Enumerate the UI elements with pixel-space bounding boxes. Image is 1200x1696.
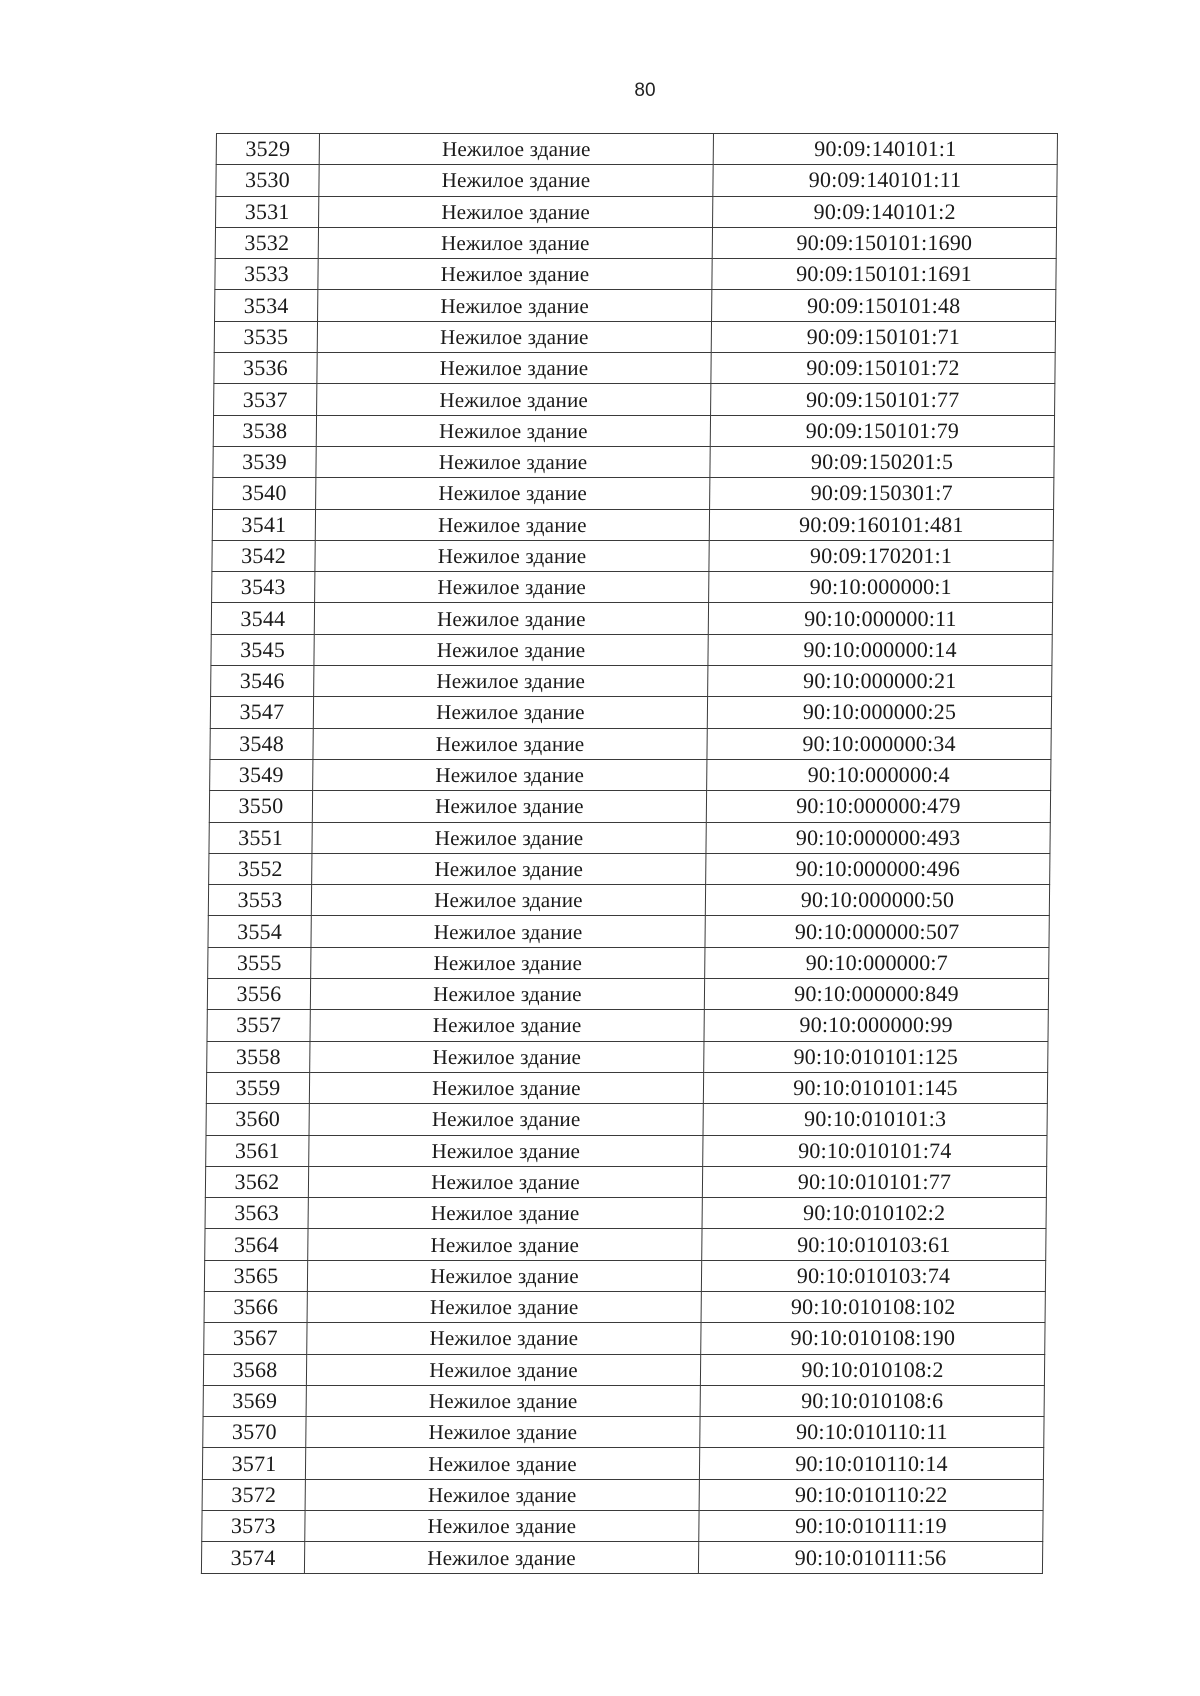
row-number-cell: 3566 xyxy=(204,1291,307,1322)
cadastral-number-cell: 90:10:000000:7 xyxy=(705,947,1049,978)
object-type-cell: Нежилое здание xyxy=(310,1010,704,1041)
row-number-cell: 3558 xyxy=(207,1041,310,1072)
cadastral-number-cell: 90:10:000000:11 xyxy=(708,603,1052,634)
table-row xyxy=(202,1511,1043,1542)
object-type-cell: Нежилое здание xyxy=(314,634,708,665)
object-type-cell: Нежилое здание xyxy=(307,1260,701,1291)
cadastral-number-cell: 90:09:150201:5 xyxy=(710,446,1054,477)
row-number-cell: 3548 xyxy=(210,728,313,759)
object-type-cell: Нежилое здание xyxy=(306,1417,700,1448)
cadastral-number-cell: 90:10:010103:61 xyxy=(702,1229,1046,1260)
object-type-cell: Нежилое здание xyxy=(308,1229,702,1260)
object-type-cell: Нежилое здание xyxy=(317,321,711,352)
table-row xyxy=(204,1291,1045,1322)
table-row xyxy=(203,1417,1044,1448)
table-row xyxy=(207,979,1048,1010)
table-row xyxy=(202,1448,1043,1479)
table-row xyxy=(210,759,1051,790)
row-number-cell: 3571 xyxy=(202,1448,305,1479)
object-type-cell: Нежилое здание xyxy=(315,572,709,603)
table-row xyxy=(211,666,1052,697)
row-number-cell: 3561 xyxy=(206,1135,309,1166)
cadastral-number-cell: 90:10:010108:102 xyxy=(701,1291,1045,1322)
row-number-cell: 3533 xyxy=(215,259,318,290)
table-row xyxy=(203,1354,1044,1385)
cadastral-number-cell: 90:10:010108:190 xyxy=(701,1323,1045,1354)
cadastral-number-cell: 90:09:150101:1690 xyxy=(712,227,1056,258)
cadastral-number-cell: 90:10:010102:2 xyxy=(702,1198,1046,1229)
row-number-cell: 3541 xyxy=(212,509,315,540)
row-number-cell: 3565 xyxy=(204,1260,307,1291)
row-number-cell: 3550 xyxy=(209,791,312,822)
row-number-cell: 3574 xyxy=(201,1542,304,1573)
table-row xyxy=(209,822,1050,853)
table-row xyxy=(210,728,1051,759)
table-row xyxy=(213,478,1054,509)
row-number-cell: 3560 xyxy=(206,1104,309,1135)
cadastral-number-cell: 90:10:000000:507 xyxy=(705,916,1049,947)
object-type-cell: Нежилое здание xyxy=(318,227,712,258)
cadastral-number-cell: 90:10:000000:479 xyxy=(706,791,1050,822)
row-number-cell: 3544 xyxy=(211,603,314,634)
table-row xyxy=(205,1229,1046,1260)
table-row xyxy=(214,353,1055,384)
table-row xyxy=(213,446,1054,477)
table-row xyxy=(216,165,1057,196)
object-type-cell: Нежилое здание xyxy=(308,1166,702,1197)
table-row xyxy=(212,540,1053,571)
object-type-cell: Нежилое здание xyxy=(317,353,711,384)
object-type-cell: Нежилое здание xyxy=(309,1072,703,1103)
object-type-cell: Нежилое здание xyxy=(312,853,706,884)
object-type-cell: Нежилое здание xyxy=(318,259,712,290)
row-number-cell: 3557 xyxy=(207,1010,310,1041)
table-row xyxy=(205,1166,1046,1197)
cadastral-number-cell: 90:10:010111:56 xyxy=(698,1542,1042,1573)
property-table xyxy=(201,133,1058,1574)
cadastral-number-cell: 90:09:140101:1 xyxy=(713,134,1057,165)
row-number-cell: 3553 xyxy=(208,885,311,916)
cadastral-number-cell: 90:10:000000:496 xyxy=(706,853,1050,884)
table-row xyxy=(215,227,1056,258)
table-row xyxy=(208,947,1049,978)
row-number-cell: 3538 xyxy=(213,415,316,446)
object-type-cell: Нежилое здание xyxy=(313,759,707,790)
table-row xyxy=(214,384,1055,415)
row-number-cell: 3556 xyxy=(207,979,310,1010)
object-type-cell: Нежилое здание xyxy=(305,1511,699,1542)
cadastral-number-cell: 90:10:000000:1 xyxy=(709,572,1053,603)
table-row xyxy=(209,853,1050,884)
object-type-cell: Нежилое здание xyxy=(313,697,707,728)
cadastral-number-cell: 90:10:000000:34 xyxy=(707,728,1051,759)
object-type-cell: Нежилое здание xyxy=(319,196,713,227)
object-type-cell: Нежилое здание xyxy=(313,728,707,759)
cadastral-number-cell: 90:10:010110:11 xyxy=(700,1417,1044,1448)
object-type-cell: Нежилое здание xyxy=(316,478,710,509)
row-number-cell: 3537 xyxy=(214,384,317,415)
object-type-cell: Нежилое здание xyxy=(307,1291,701,1322)
cadastral-number-cell: 90:10:000000:21 xyxy=(708,666,1052,697)
cadastral-number-cell: 90:10:000000:14 xyxy=(708,634,1052,665)
object-type-cell: Нежилое здание xyxy=(319,165,713,196)
table-row xyxy=(215,290,1056,321)
cadastral-number-cell: 90:10:000000:4 xyxy=(707,759,1051,790)
table-row xyxy=(211,634,1052,665)
row-number-cell: 3569 xyxy=(203,1385,306,1416)
cadastral-number-cell: 90:10:010101:125 xyxy=(704,1041,1048,1072)
row-number-cell: 3563 xyxy=(205,1198,308,1229)
cadastral-number-cell: 90:10:000000:493 xyxy=(706,822,1050,853)
table-row xyxy=(209,791,1050,822)
table-row xyxy=(210,697,1051,728)
table-row xyxy=(206,1135,1047,1166)
row-number-cell: 3555 xyxy=(208,947,311,978)
row-number-cell: 3530 xyxy=(216,165,319,196)
cadastral-number-cell: 90:10:010101:74 xyxy=(703,1135,1047,1166)
cadastral-number-cell: 90:09:150301:7 xyxy=(710,478,1054,509)
row-number-cell: 3572 xyxy=(202,1479,305,1510)
cadastral-number-cell: 90:10:000000:25 xyxy=(707,697,1051,728)
object-type-cell: Нежилое здание xyxy=(314,666,708,697)
table-row xyxy=(206,1072,1047,1103)
row-number-cell: 3543 xyxy=(212,572,315,603)
row-number-cell: 3573 xyxy=(202,1511,305,1542)
table-row xyxy=(215,259,1056,290)
object-type-cell: Нежилое здание xyxy=(314,603,708,634)
cadastral-number-cell: 90:09:150101:79 xyxy=(710,415,1054,446)
cadastral-number-cell: 90:09:170201:1 xyxy=(709,540,1053,571)
object-type-cell: Нежилое здание xyxy=(316,415,710,446)
row-number-cell: 3547 xyxy=(210,697,313,728)
table-row xyxy=(201,1542,1042,1573)
row-number-cell: 3554 xyxy=(208,916,311,947)
object-type-cell: Нежилое здание xyxy=(306,1354,700,1385)
row-number-cell: 3532 xyxy=(215,227,318,258)
object-type-cell: Нежилое здание xyxy=(304,1542,698,1573)
object-type-cell: Нежилое здание xyxy=(311,947,705,978)
row-number-cell: 3536 xyxy=(214,353,317,384)
row-number-cell: 3529 xyxy=(216,134,319,165)
cadastral-number-cell: 90:10:010111:19 xyxy=(699,1511,1043,1542)
object-type-cell: Нежилое здание xyxy=(311,916,705,947)
row-number-cell: 3531 xyxy=(216,196,319,227)
object-type-cell: Нежилое здание xyxy=(318,290,712,321)
cadastral-number-cell: 90:09:150101:48 xyxy=(712,290,1056,321)
cadastral-number-cell: 90:09:150101:71 xyxy=(711,321,1055,352)
cadastral-number-cell: 90:10:010110:22 xyxy=(699,1479,1043,1510)
table-row xyxy=(216,196,1057,227)
table-row xyxy=(212,572,1053,603)
cadastral-number-cell: 90:10:010110:14 xyxy=(699,1448,1043,1479)
row-number-cell: 3552 xyxy=(209,853,312,884)
object-type-cell: Нежилое здание xyxy=(311,885,705,916)
object-type-cell: Нежилое здание xyxy=(315,540,709,571)
table-row xyxy=(211,603,1052,634)
object-type-cell: Нежилое здание xyxy=(317,384,711,415)
table-row xyxy=(207,1041,1048,1072)
cadastral-number-cell: 90:09:150101:1691 xyxy=(712,259,1056,290)
row-number-cell: 3540 xyxy=(213,478,316,509)
object-type-cell: Нежилое здание xyxy=(312,822,706,853)
object-type-cell: Нежилое здание xyxy=(309,1135,703,1166)
cadastral-number-cell: 90:10:010101:3 xyxy=(703,1104,1047,1135)
cadastral-number-cell: 90:10:010108:2 xyxy=(700,1354,1044,1385)
row-number-cell: 3564 xyxy=(205,1229,308,1260)
table-row xyxy=(207,1010,1048,1041)
table-row xyxy=(204,1260,1045,1291)
cadastral-number-cell: 90:09:150101:72 xyxy=(711,353,1055,384)
cadastral-number-cell: 90:10:010103:74 xyxy=(701,1260,1045,1291)
cadastral-number-cell: 90:10:010101:77 xyxy=(702,1166,1046,1197)
table-row xyxy=(208,916,1049,947)
cadastral-number-cell: 90:09:140101:2 xyxy=(713,196,1057,227)
table-row xyxy=(203,1385,1044,1416)
page-number: 80 xyxy=(634,80,656,101)
row-number-cell: 3568 xyxy=(203,1354,306,1385)
cadastral-number-cell: 90:10:000000:50 xyxy=(705,885,1049,916)
cadastral-number-cell: 90:10:010108:6 xyxy=(700,1385,1044,1416)
object-type-cell: Нежилое здание xyxy=(315,509,709,540)
table-row xyxy=(213,415,1054,446)
table-row xyxy=(208,885,1049,916)
row-number-cell: 3567 xyxy=(204,1323,307,1354)
cadastral-number-cell: 90:09:140101:11 xyxy=(713,165,1057,196)
object-type-cell: Нежилое здание xyxy=(309,1104,703,1135)
row-number-cell: 3539 xyxy=(213,446,316,477)
cadastral-number-cell: 90:09:150101:77 xyxy=(711,384,1055,415)
table-row xyxy=(214,321,1055,352)
table-row xyxy=(202,1479,1043,1510)
object-type-cell: Нежилое здание xyxy=(306,1385,700,1416)
cadastral-number-cell: 90:09:160101:481 xyxy=(709,509,1053,540)
table-row xyxy=(205,1198,1046,1229)
object-type-cell: Нежилое здание xyxy=(310,1041,704,1072)
table-row xyxy=(206,1104,1047,1135)
table-row xyxy=(216,134,1057,165)
row-number-cell: 3545 xyxy=(211,634,314,665)
table-row xyxy=(204,1323,1045,1354)
row-number-cell: 3559 xyxy=(206,1072,309,1103)
object-type-cell: Нежилое здание xyxy=(307,1323,701,1354)
row-number-cell: 3546 xyxy=(211,666,314,697)
row-number-cell: 3542 xyxy=(212,540,315,571)
object-type-cell: Нежилое здание xyxy=(305,1479,699,1510)
row-number-cell: 3562 xyxy=(205,1166,308,1197)
cadastral-number-cell: 90:10:000000:99 xyxy=(704,1010,1048,1041)
object-type-cell: Нежилое здание xyxy=(319,134,713,165)
object-type-cell: Нежилое здание xyxy=(316,446,710,477)
row-number-cell: 3551 xyxy=(209,822,312,853)
object-type-cell: Нежилое здание xyxy=(308,1198,702,1229)
row-number-cell: 3570 xyxy=(203,1417,306,1448)
object-type-cell: Нежилое здание xyxy=(312,791,706,822)
row-number-cell: 3534 xyxy=(215,290,318,321)
table-row xyxy=(212,509,1053,540)
row-number-cell: 3535 xyxy=(214,321,317,352)
cadastral-number-cell: 90:10:000000:849 xyxy=(704,979,1048,1010)
table-body xyxy=(201,134,1057,1574)
object-type-cell: Нежилое здание xyxy=(310,979,704,1010)
object-type-cell: Нежилое здание xyxy=(305,1448,699,1479)
row-number-cell: 3549 xyxy=(210,759,313,790)
cadastral-number-cell: 90:10:010101:145 xyxy=(703,1072,1047,1103)
